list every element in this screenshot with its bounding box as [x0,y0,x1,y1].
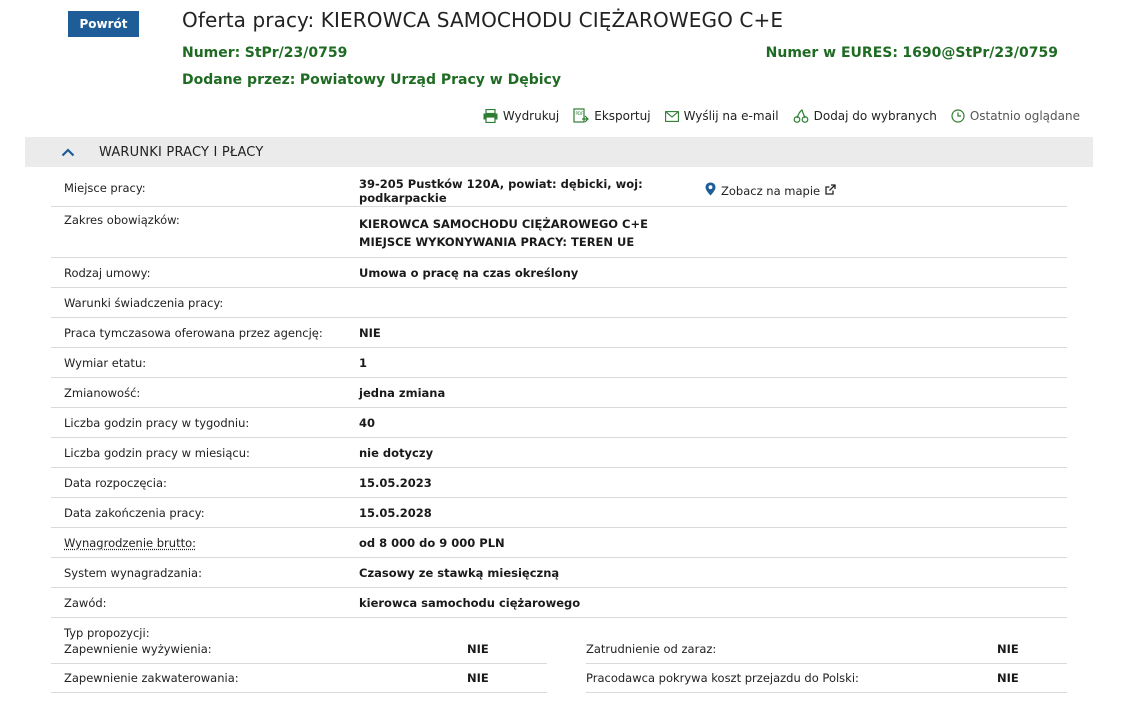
row-label [51,536,359,550]
row-value: od 8 000 do 9 000 PLN [359,535,505,550]
table-row [51,468,1067,498]
section-title: WARUNKI PRACY I PŁACY [99,144,264,160]
export-button[interactable] [573,108,650,124]
table-row [51,288,1067,318]
table-row [51,528,1067,558]
row-label: Miejsce pracy: [64,180,146,195]
added-by [182,72,561,88]
recently-viewed-label: Ostatnio oglądane [969,109,1080,123]
added-by-value: Powiatowy Urząd Pracy w Dębicy [299,72,561,88]
table-row [51,318,1067,348]
clock-icon [951,109,965,123]
row-value: 15.05.2028 [359,505,432,520]
row-value: jedna zmiana [359,385,446,400]
row-label: Typ propozycji: [64,625,150,640]
proposal-type-grid [51,635,1067,693]
row-label: Zmianowość: [64,385,141,400]
add-favorites-button[interactable] [793,109,937,123]
proposal-right-column [586,635,1067,693]
email-button[interactable] [665,109,779,123]
map-pin-icon [705,182,716,199]
row-value: 1 [359,355,368,370]
row-value: 15.05.2023 [359,475,432,490]
row-value: Czasowy ze stawką miesięczną [359,565,560,580]
row-label: Warunki świadczenia pracy: [64,295,224,310]
row-value: 39-205 Pustków 120A, powiat: dębicki, woj: podkarpackie [359,176,643,205]
row-value: kierowca samochodu ciężarowego [359,595,581,610]
row-label: System wynagradzania: [64,565,202,580]
print-button[interactable] [483,109,559,123]
svg-text:PDF: PDF [575,111,584,116]
row-label: Zatrudnienie od zaraz: [586,642,717,656]
table-row [51,175,1067,207]
offer-number-value: StPr/23/0759 [244,45,348,61]
table-row [51,408,1067,438]
table-row [586,664,1067,693]
table-row [51,207,1067,258]
offer-number-label: Numer: [182,45,241,61]
eures-number [766,45,1058,61]
table-row [51,588,1067,618]
row-value: NIE [997,642,1019,656]
row-value: NIE [467,671,489,685]
row-label: Data rozpoczęcia: [64,475,167,490]
row-label: Praca tymczasowa oferowana przez agencję: [64,325,323,340]
table-row [51,258,1067,288]
table-row [51,378,1067,408]
table-row [51,498,1067,528]
details-table [51,175,1067,647]
row-label: Liczba godzin pracy w miesiącu: [64,445,250,460]
recently-viewed-button[interactable] [951,109,1080,123]
eures-number-value: 1690@StPr/23/0759 [902,45,1058,61]
row-value: 40 [359,415,376,430]
row-value: NIE [997,671,1019,685]
map-link-label: Zobacz na mapie [721,183,821,198]
cherries-icon [793,109,809,123]
export-icon [573,108,589,124]
eures-number-label: Numer w EURES: [765,45,898,61]
mail-icon [665,111,679,122]
add-favorites-label: Dodaj do wybranych [813,109,937,123]
table-row [51,348,1067,378]
row-label: Liczba godzin pracy w tygodniu: [64,415,250,430]
action-toolbar [483,108,1080,124]
row-label: Zawód: [64,595,107,610]
back-button[interactable]: Powrót [68,11,139,37]
offer-number [182,45,347,61]
proposal-left-column [51,635,547,693]
email-label: Wyślij na e-mail [683,109,779,123]
salary-label[interactable]: Wynagrodzenie brutto: [64,535,196,550]
row-label: Zakres obowiązków: [64,213,180,227]
row-value [359,215,1067,251]
row-label: Pracodawca pokrywa koszt przejazdu do Polski: [586,671,859,685]
row-value: Umowa o pracę na czas określony [359,265,579,280]
table-row [586,635,1067,664]
chevron-up-icon[interactable] [61,148,81,157]
row-value: NIE [467,642,489,656]
external-link-icon [825,184,836,198]
page-title: Oferta pracy: KIEROWCA SAMOCHODU CIĘŻAROWEGO C+E [182,8,784,32]
row-value: NIE [359,325,381,340]
print-label: Wydrukuj [502,109,560,123]
export-label: Eksportuj [594,109,651,123]
row-label: Zapewnienie wyżywienia: [64,642,212,656]
row-label: Zapewnienie zakwaterowania: [64,671,239,685]
row-value-line: MIEJSCE WYKONYWANIA PRACY: TEREN UE [359,235,635,249]
table-row [51,635,547,664]
table-row [51,438,1067,468]
row-label: Data zakończenia pracy: [64,505,205,520]
row-label: Wymiar etatu: [64,355,147,370]
row-value-line: KIEROWCA SAMOCHODU CIĘŻAROWEGO C+E [359,217,648,231]
added-by-label: Dodane przez: [182,72,296,88]
table-row [51,558,1067,588]
print-icon [483,109,498,123]
section-header [25,137,1093,167]
table-row [51,664,547,693]
map-link[interactable] [705,182,1065,199]
row-label: Rodzaj umowy: [64,265,151,280]
row-value: nie dotyczy [359,445,434,460]
